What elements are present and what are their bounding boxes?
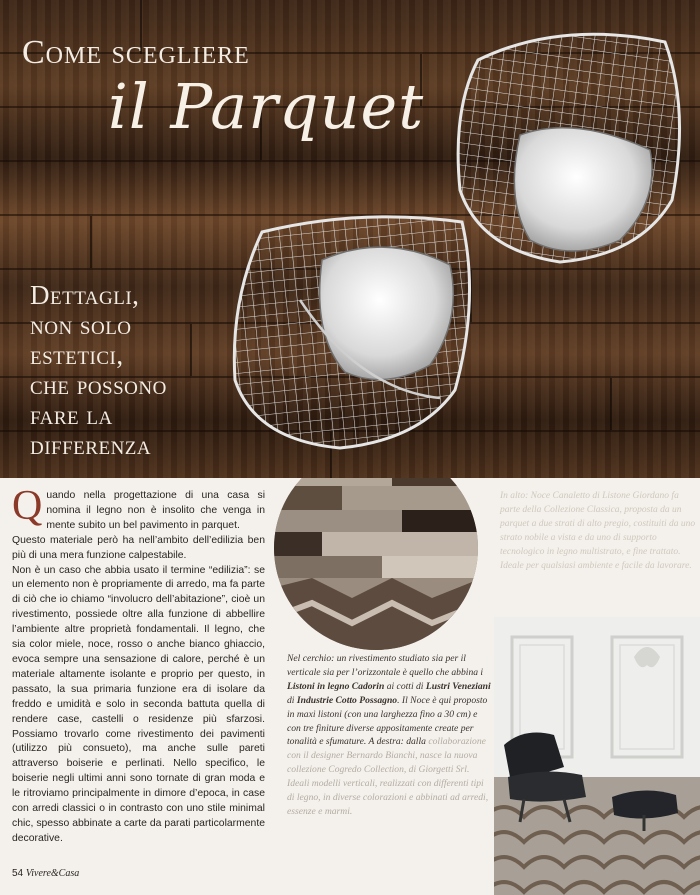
photo-caption bbox=[287, 652, 491, 819]
magazine-name bbox=[26, 868, 79, 879]
wire-chair-icon bbox=[458, 34, 679, 262]
photo-caption-top: In alto: Noce Canaletto di Listone Giordano fa parte della Collezione Classica, proposta da un parquet a due strati di alto pregio, costituiti da uno strato nobile a vista e da uno di supporto tecnologico in legno multistrato, e fine trattato. Ideale per qualsiasi ambiente e facile da lavorare. bbox=[500, 491, 696, 571]
drop-cap: Q bbox=[12, 483, 43, 529]
caption-text: Nel cerchio: un rivestimento studiato sia per il verticale sia per l’orizzontale è quello che abbina i bbox=[287, 653, 484, 678]
article-paragraph: Non è un caso che abbia usato il termine “edilizia”: se un elemento non è propriamente di arredo, ma fa parte di ciò che io chiamo “involucro dell’abitazione”, cioè un rivestimento, possiede oltre alla funzione di abbellire l’ambiente altre proprietà fondamentali. Il legno, che sia color miele, noce, rosso o anche bianco ghiaccio, evoca sempre una sensazione di calore, perché è un materiale altamente isolante e proprio per questo, in passato, la sua primaria funzione era di isolare da freddo e umidità e solo in seconda battuta quella di rendere case, castelli o residenze più sfarzosi. Possiamo trovarlo come rivestimento dei pavimenti (utilizzo più consueto), ma anche sulle pareti attraverso boiserie e perlinati. Nello specifico, le boiserie negli ultimi anni sono tornate di gran moda e le ritroviamo principalmente in dimore d’epoca, in case con arredi classici o in contrasto con uno stile minimal chic, spesso abbinate a carte da parati particolarmente decorative. bbox=[12, 564, 265, 844]
magazine-name-part: Vivere bbox=[25, 868, 51, 879]
subtitle-line: che possono bbox=[30, 370, 167, 400]
headline-script: il Parquet bbox=[108, 70, 425, 143]
hero-subtitle bbox=[30, 280, 167, 460]
caption-brand: Industrie Cotto Possagno bbox=[296, 694, 398, 706]
caption-product: Listoni in legno Cadorin bbox=[287, 680, 385, 692]
article-paragraph: Questo materiale però ha nell’ambito dell’edilizia ben più di una mera funzione calpestabile. bbox=[12, 534, 265, 561]
caption-text: ai cotti di bbox=[384, 680, 426, 692]
subtitle-line: fare la bbox=[30, 400, 113, 430]
page-number: 54 bbox=[12, 868, 24, 879]
wood-panel-circle-photo bbox=[272, 478, 482, 658]
caption-text: . Il Noce è qui proposto in maxi listoni (con una larghezza fino a 30 cm) e con tre finiture diverse appositamente create per tonalità e sfumature. A destra: dalla bbox=[287, 694, 488, 748]
armchair-room-photo bbox=[494, 617, 700, 895]
article-body bbox=[12, 483, 265, 847]
caption-text-faded: collaborazione con il designer Bernardo Bianchi, nasce la nuova collezione Cogredo Collection, di Giorgetti Srl. Ideali modelli verticali, realizzati con differenti tipi di legno, in diverse colorazioni e abbinati ad arredi, essenze e marmi. bbox=[287, 736, 489, 817]
headline-top: Come scegliere bbox=[22, 34, 250, 71]
magazine-name-part: Casa bbox=[58, 868, 80, 879]
caption-product: Lustri Veneziani bbox=[425, 680, 491, 692]
page-footer bbox=[12, 868, 79, 879]
subtitle-line: differenza bbox=[30, 430, 152, 460]
caption-text: di bbox=[287, 694, 297, 706]
subtitle-line: non solo bbox=[30, 310, 132, 340]
wire-chair-icon bbox=[234, 217, 469, 448]
article-paragraph: uando nella progettazione di una casa si nomina il legno non è insolito che venga in mente subito un bel pavimento in parquet. bbox=[46, 490, 265, 531]
magazine-name-part: & bbox=[50, 868, 59, 879]
subtitle-line: estetici, bbox=[30, 340, 124, 370]
armchair-illustration bbox=[494, 617, 700, 895]
subtitle-line: Dettagli, bbox=[30, 280, 140, 310]
